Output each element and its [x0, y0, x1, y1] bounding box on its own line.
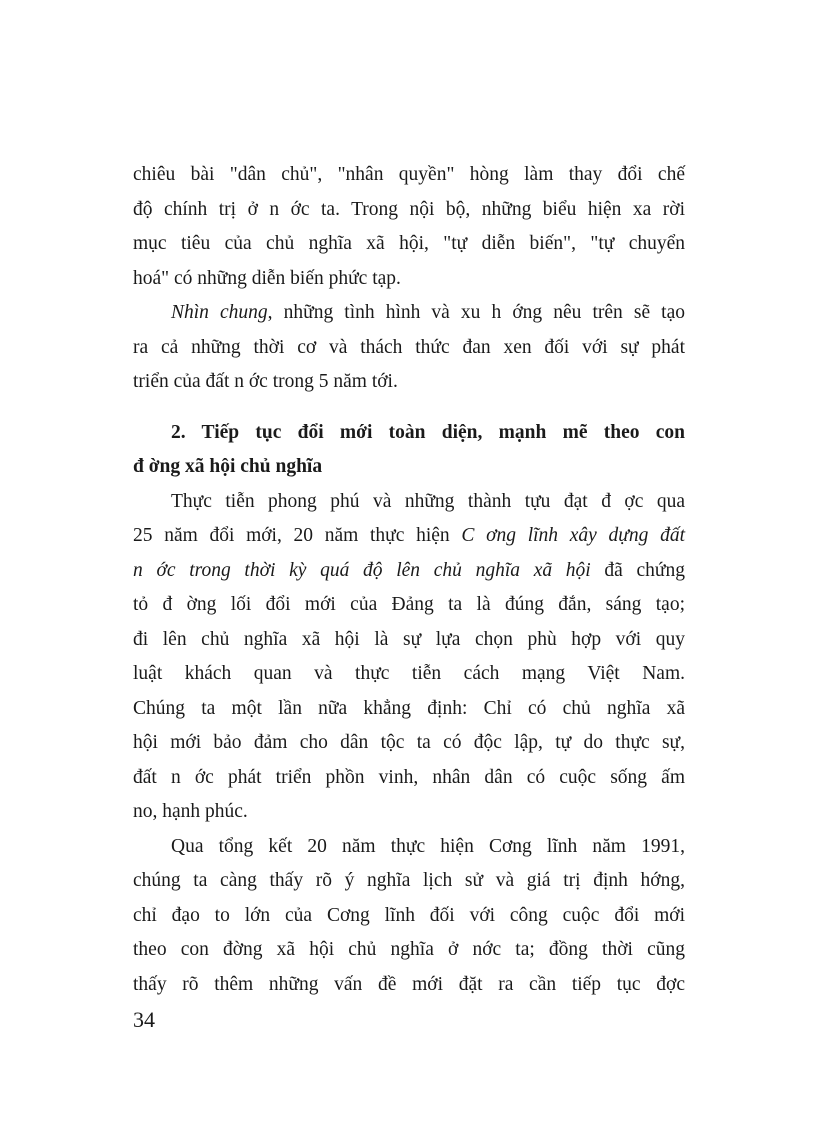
paragraph [133, 158, 685, 296]
paragraph [133, 830, 685, 1003]
text-line [133, 554, 685, 589]
text-line: Qua tổng kết 20 năm thực hiện Cơng lĩnh năm 1991, [171, 835, 685, 857]
spacer [133, 400, 685, 416]
text-line [133, 519, 685, 554]
text-line [133, 296, 685, 331]
text-line: theo con đờng xã hội chủ nghĩa ở nớc ta; đồng thời cũng [133, 939, 685, 960]
italic-text: Nhìn chung [171, 302, 268, 323]
text-line: chiêu bài "dân chủ", "nhân quyền" hòng làm thay đổi chế [133, 164, 685, 185]
text-line: ra cả những thời cơ và thách thức đan xen đối với sự phát [133, 336, 685, 358]
section-heading [133, 416, 685, 485]
text-line: tỏ đ ờng lối đổi mới của Đảng ta là đúng đắn, sáng tạo; [133, 594, 685, 615]
italic-text: n ớc trong thời kỳ quá độ lên chủ nghĩa xã hội [133, 559, 591, 581]
text-line: mục tiêu của chủ nghĩa xã hội, "tự diễn biến", "tự chuyển [133, 233, 685, 254]
paragraph [133, 296, 685, 400]
text-run: , những tình hình và xu h ớng nêu trên sẽ tạo [267, 302, 685, 323]
text-line: Thực tiễn phong phú và những thành tựu đạt đ ợc qua [171, 490, 685, 512]
heading-line: đ ờng xã hội chủ nghĩa [133, 456, 323, 477]
text-line: thấy rõ thêm những vấn đề mới đặt ra cần tiếp tục đợc [133, 973, 685, 995]
page-number: 34 [133, 1007, 155, 1032]
text-run: đã chứng [590, 559, 685, 581]
text-line: luật khách quan và thực tiễn cách mạng Việt Nam. [133, 663, 685, 684]
text-run: 25 năm đổi mới, 20 năm thực hiện [133, 525, 462, 546]
text-line: Chúng ta một lần nữa khẳng định: Chỉ có chủ nghĩa xã [133, 697, 685, 719]
text-line: chúng ta càng thấy rõ ý nghĩa lịch sử và giá trị định hớng, [133, 870, 685, 891]
text-line: đất n ớc phát triển phồn vinh, nhân dân có cuộc sống ấm [133, 766, 685, 788]
text-line: hội mới bảo đảm cho dân tộc ta có độc lập, tự do thực sự, [133, 732, 685, 753]
text-line: chỉ đạo to lớn của Cơng lĩnh đối với công cuộc đổi mới [133, 904, 685, 926]
text-line: đi lên chủ nghĩa xã hội là sự lựa chọn phù hợp với quy [133, 628, 685, 650]
text-line: hoá" có những diễn biến phức tạp. [133, 267, 401, 289]
italic-text: C ơng lĩnh xây dựng đất [461, 525, 685, 546]
text-line: độ chính trị ở n ớc ta. Trong nội bộ, những biểu hiện xa rời [133, 198, 685, 220]
text-line: no, hạnh phúc. [133, 801, 248, 822]
paragraph [133, 485, 685, 830]
text-line: triển của đất n ớc trong 5 năm tới. [133, 371, 398, 392]
heading-line: 2. Tiếp tục đổi mới toàn diện, mạnh mẽ theo con [171, 421, 685, 443]
page-body [133, 158, 685, 1002]
